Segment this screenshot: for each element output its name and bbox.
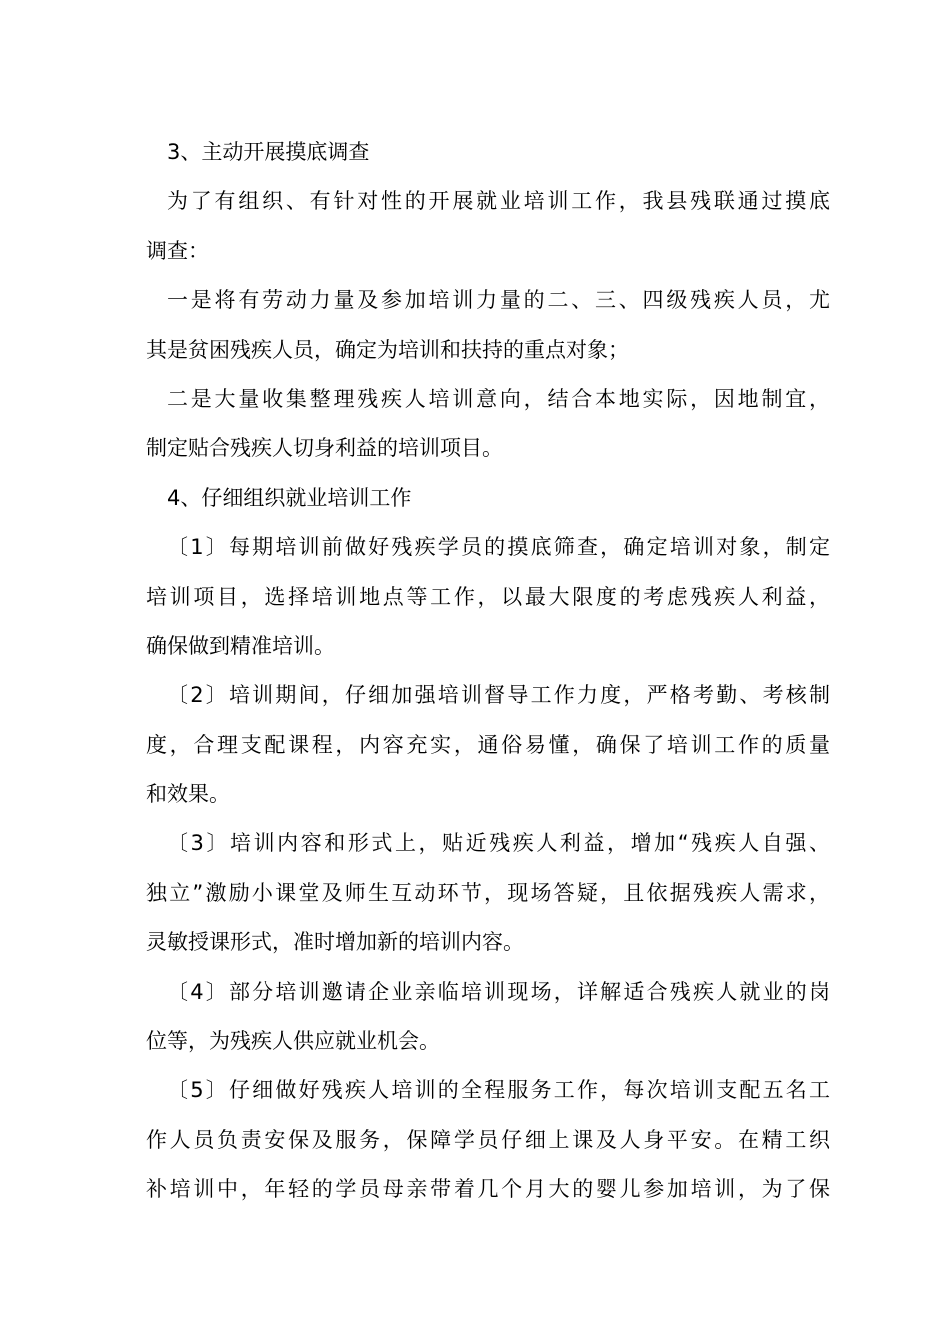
paragraph-line: 度，合理支配课程，内容充实，通俗易懂，确保了培训工作的质量 [146,732,830,757]
paragraph-line: 〔1〕每期培训前做好残疾学员的摸底筛查，确定培训对象，制定 [167,535,830,560]
paragraph-line: 其是贫困残疾人员，确定为培训和扶持的重点对象； [146,337,629,362]
paragraph-line: 〔4〕部分培训邀请企业亲临培训现场，详解适合残疾人就业的岗 [167,979,830,1004]
paragraph-line: 为了有组织、有针对性的开展就业培训工作，我县残联通过摸底 [167,189,830,214]
heading-4: 4、仔细组织就业培训工作 [167,485,412,510]
paragraph-line: 和效果。 [146,782,230,807]
paragraph-line: 二是大量收集整理残疾人培训意向，结合本地实际，因地制宜， [167,386,830,411]
paragraph-line: 补培训中，年轻的学员母亲带着几个月大的婴儿参加培训，为了保 [146,1177,830,1202]
heading-3: 3、主动开展摸底调查 [167,140,370,164]
paragraph-line: 〔5〕仔细做好残疾人培训的全程服务工作，每次培训支配五名工 [167,1078,830,1103]
paragraph-line: 位等，为残疾人供应就业机会。 [146,1029,440,1054]
document-body [146,128,830,1215]
paragraph-line: 调查： [146,238,209,263]
paragraph-line: 培训项目，选择培训地点等工作，以最大限度的考虑残疾人利益， [146,584,830,609]
paragraph-line: 作人员负责安保及服务，保障学员仔细上课及人身平安。在精工织 [146,1127,830,1152]
paragraph-line: 一是将有劳动力量及参加培训力量的二、三、四级残疾人员，尤 [167,288,830,313]
paragraph-line: 〔3〕培训内容和形式上，贴近残疾人利益，增加“残疾人自强、 [167,831,830,856]
paragraph-line: 确保做到精准培训。 [146,633,335,658]
paragraph-line: 独立”激励小课堂及师生互动环节，现场答疑，且依据残疾人需求， [146,880,830,905]
paragraph-line: 灵敏授课形式，准时增加新的培训内容。 [146,930,524,955]
paragraph-line: 制定贴合残疾人切身利益的培训项目。 [146,436,503,461]
paragraph-line: 〔2〕培训期间，仔细加强培训督导工作力度，严格考勤、考核制 [167,683,830,708]
